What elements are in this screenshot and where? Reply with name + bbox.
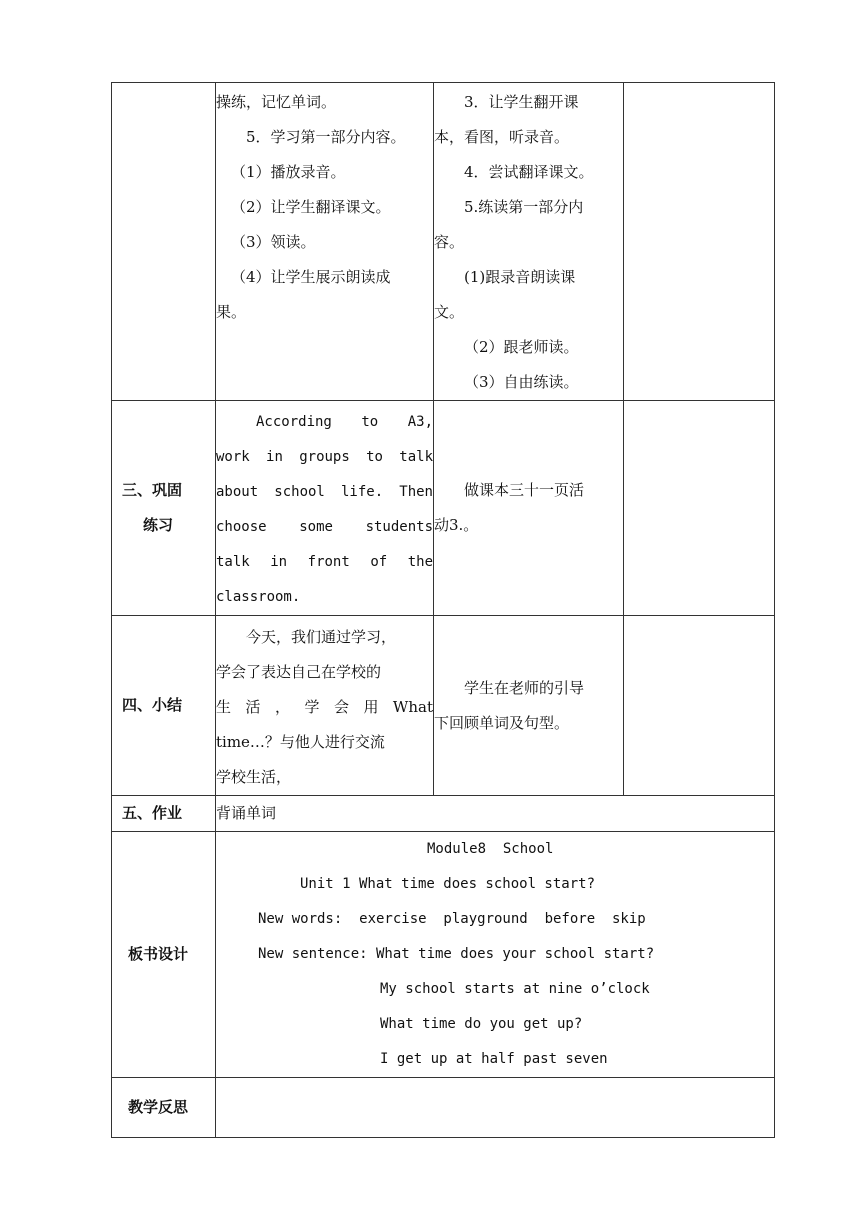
text-line: 5．学习第一部分内容。 bbox=[246, 128, 406, 146]
text-line: 3．让学生翻开课 bbox=[464, 93, 579, 111]
table-row-board-design bbox=[112, 832, 775, 1078]
table-row-summary bbox=[112, 616, 775, 796]
text-line: （4）让学生展示朗读成 bbox=[231, 268, 391, 286]
text-line: 操练，记忆单词。 bbox=[216, 93, 337, 111]
text-line: 本，看图，听录音。 bbox=[434, 128, 570, 146]
table-row-continued bbox=[112, 83, 775, 401]
stage-label: 五、作业 bbox=[122, 804, 183, 822]
stage-label: 四、小结 bbox=[122, 696, 183, 714]
board-title: Module8 School bbox=[427, 841, 554, 857]
stage-cell bbox=[112, 796, 216, 832]
text-line: （3）自由练读。 bbox=[464, 373, 579, 391]
notes-cell bbox=[624, 83, 775, 401]
table-row-homework bbox=[112, 796, 775, 832]
text-line: According to A3, bbox=[256, 414, 433, 430]
stage-cell bbox=[112, 1078, 216, 1138]
board-line: New words: exercise playground before skip bbox=[258, 911, 646, 927]
teacher-activity-cell bbox=[216, 616, 434, 796]
text-line: classroom. bbox=[216, 589, 301, 605]
board-line: New sentence: What time does your school start? bbox=[258, 946, 655, 962]
reflection-cell bbox=[216, 1078, 775, 1138]
stage-label: 板书设计 bbox=[128, 945, 189, 963]
text-line: 学会了表达自己在学校的 bbox=[216, 663, 382, 681]
text-line: talk in front of the bbox=[216, 554, 433, 570]
text-line: （1）播放录音。 bbox=[231, 163, 346, 181]
student-activity-cell bbox=[434, 616, 624, 796]
notes-cell bbox=[624, 616, 775, 796]
text-line: 学校生活， bbox=[216, 768, 292, 786]
stage-label: 教学反思 bbox=[128, 1098, 189, 1116]
text-line: 动3.。 bbox=[434, 516, 479, 534]
text-line: 文。 bbox=[434, 303, 465, 321]
text-line: work in groups to talk bbox=[216, 449, 433, 465]
lesson-plan-table bbox=[111, 82, 775, 1138]
text-line: choose some students bbox=[216, 519, 433, 535]
board-line: I get up at half past seven bbox=[380, 1051, 608, 1067]
stage-label: 三、巩固 bbox=[122, 481, 183, 499]
text-line: about school life. Then bbox=[216, 484, 433, 500]
text-line: 容。 bbox=[434, 233, 465, 251]
homework-cell bbox=[216, 796, 775, 832]
table-row-reflection bbox=[112, 1078, 775, 1138]
notes-cell bbox=[624, 401, 775, 616]
text-line: (1)跟录音朗读课 bbox=[464, 268, 576, 286]
stage-label: 练习 bbox=[143, 516, 174, 534]
stage-cell bbox=[112, 83, 216, 401]
board-line: My school starts at nine o’clock bbox=[380, 981, 650, 997]
text-line: time…？与他人进行交流 bbox=[216, 733, 385, 751]
text-line: 今天，我们通过学习， bbox=[246, 628, 397, 646]
text-line: 学生在老师的引导 bbox=[464, 678, 585, 697]
teacher-activity-cell bbox=[216, 83, 434, 401]
text-line: 下回顾单词及句型。 bbox=[434, 713, 570, 732]
text-line: （2）让学生翻译课文。 bbox=[231, 198, 391, 216]
homework-text: 背诵单词 bbox=[216, 804, 277, 822]
text-line: 4．尝试翻译课文。 bbox=[464, 163, 594, 181]
text-line: 做课本三十一页活 bbox=[464, 481, 585, 499]
text-line: 5.练读第一部分内 bbox=[464, 198, 584, 216]
stage-cell bbox=[112, 616, 216, 796]
text-line: 生 活 ， 学 会 用 What bbox=[216, 698, 433, 716]
text-line: 果。 bbox=[216, 303, 247, 321]
text-line: （2）跟老师读。 bbox=[464, 338, 579, 356]
board-line: Unit 1 What time does school start? bbox=[300, 876, 596, 892]
stage-cell bbox=[112, 401, 216, 616]
text-line: （3）领读。 bbox=[231, 233, 316, 251]
stage-cell bbox=[112, 832, 216, 1078]
teacher-activity-cell bbox=[216, 401, 434, 616]
student-activity-cell bbox=[434, 401, 624, 616]
student-activity-cell bbox=[434, 83, 624, 401]
board-design-cell bbox=[216, 832, 775, 1078]
board-line: What time do you get up? bbox=[380, 1016, 583, 1032]
table-row-practice bbox=[112, 401, 775, 616]
